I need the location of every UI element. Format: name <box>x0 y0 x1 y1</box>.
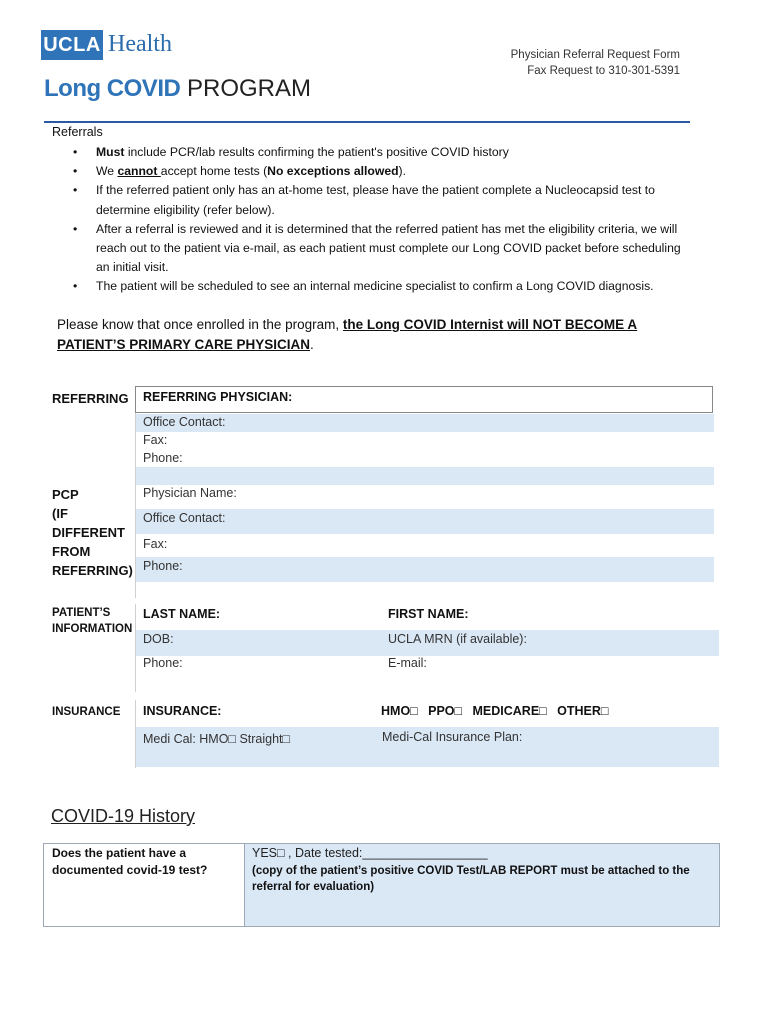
referring-physician-label: REFERRING PHYSICIAN: <box>143 390 293 404</box>
first-name-label[interactable]: FIRST NAME: <box>388 607 469 621</box>
pcp-physician-name-field[interactable]: Physician Name: <box>143 486 237 500</box>
form-name: Physician Referral Request Form <box>510 49 680 61</box>
form-header-info <box>511 47 680 79</box>
insurance-field-label: INSURANCE: <box>143 704 222 718</box>
office-contact-field[interactable]: Office Contact: <box>143 415 226 429</box>
last-name-label[interactable]: LAST NAME: <box>143 607 221 621</box>
pcp-label: PCP (IF DIFFERENT FROM REFERRING) <box>52 487 133 578</box>
fax-request: Fax Request to 310-301-5391 <box>527 65 680 77</box>
title-long-covid: Long COVID <box>44 75 181 102</box>
history-note: (copy of the patient’s positive COVID Test/LAB REPORT must be attached to the referral for evaluation) <box>252 865 690 893</box>
history-question: Does the patient have a documented covid-19 test? <box>52 846 208 877</box>
fax-field[interactable]: Fax: <box>143 433 168 447</box>
dob-field[interactable]: DOB: <box>143 632 174 646</box>
ucla-logo-box: UCLA <box>41 30 103 60</box>
referring-label: REFERRING <box>52 391 129 406</box>
list-item: • After a referral is reviewed and it is determined that the referred patient has met the eligibility criteria, we will reach out to the patient via e-mail, as each patient must complete our Long COVID packet before scheduling an initial visit. <box>60 220 690 278</box>
pcp-notice: Please know that once enrolled in the program, the Long COVID Internist will NOT BECOME A PATIENT’S PRIMARY CARE PHYSICIAN. <box>57 317 638 352</box>
band <box>136 467 714 485</box>
phone-field[interactable]: Phone: <box>143 451 183 465</box>
page-title <box>44 74 311 104</box>
covid-history-heading: COVID-19 History <box>51 806 196 826</box>
patient-info-label: PATIENT’S INFORMATION <box>52 607 133 635</box>
history-yes-date-field[interactable]: YES□ , Date tested:__________________ <box>252 846 488 860</box>
list-item: • If the referred patient only has an at-home test, please have the patient complete a Nucleocapsid test to determine eligibility (refer below). <box>60 181 690 219</box>
insurance-options[interactable]: HMO□ PPO□ MEDICARE□ OTHER□ <box>381 704 609 718</box>
medi-cal-options[interactable]: Medi Cal: HMO□ Straight□ <box>143 732 291 746</box>
title-program: PROGRAM <box>187 75 312 102</box>
referrals-heading: Referrals <box>52 125 103 139</box>
band <box>136 557 714 582</box>
pcp-office-contact-field[interactable]: Office Contact: <box>143 511 226 525</box>
medi-cal-plan-field[interactable]: Medi-Cal Insurance Plan: <box>382 730 523 744</box>
header-rule <box>44 121 690 123</box>
referrals-list <box>60 143 690 297</box>
pcp-fax-field[interactable]: Fax: <box>143 537 168 551</box>
mrn-field[interactable]: UCLA MRN (if available): <box>388 632 527 646</box>
ucla-logo-word: Health <box>108 31 172 57</box>
patient-phone-field[interactable]: Phone: <box>143 656 183 670</box>
list-item: • Must include PCR/lab results confirming the patient's positive COVID history <box>60 143 690 162</box>
list-item: • The patient will be scheduled to see an internal medicine specialist to confirm a Long COVID diagnosis. <box>60 277 690 296</box>
patient-email-field[interactable]: E-mail: <box>388 656 427 670</box>
pcp-phone-field[interactable]: Phone: <box>143 559 183 573</box>
list-item: • We cannot accept home tests (No exceptions allowed). <box>60 162 690 181</box>
insurance-label: INSURANCE <box>52 706 121 718</box>
